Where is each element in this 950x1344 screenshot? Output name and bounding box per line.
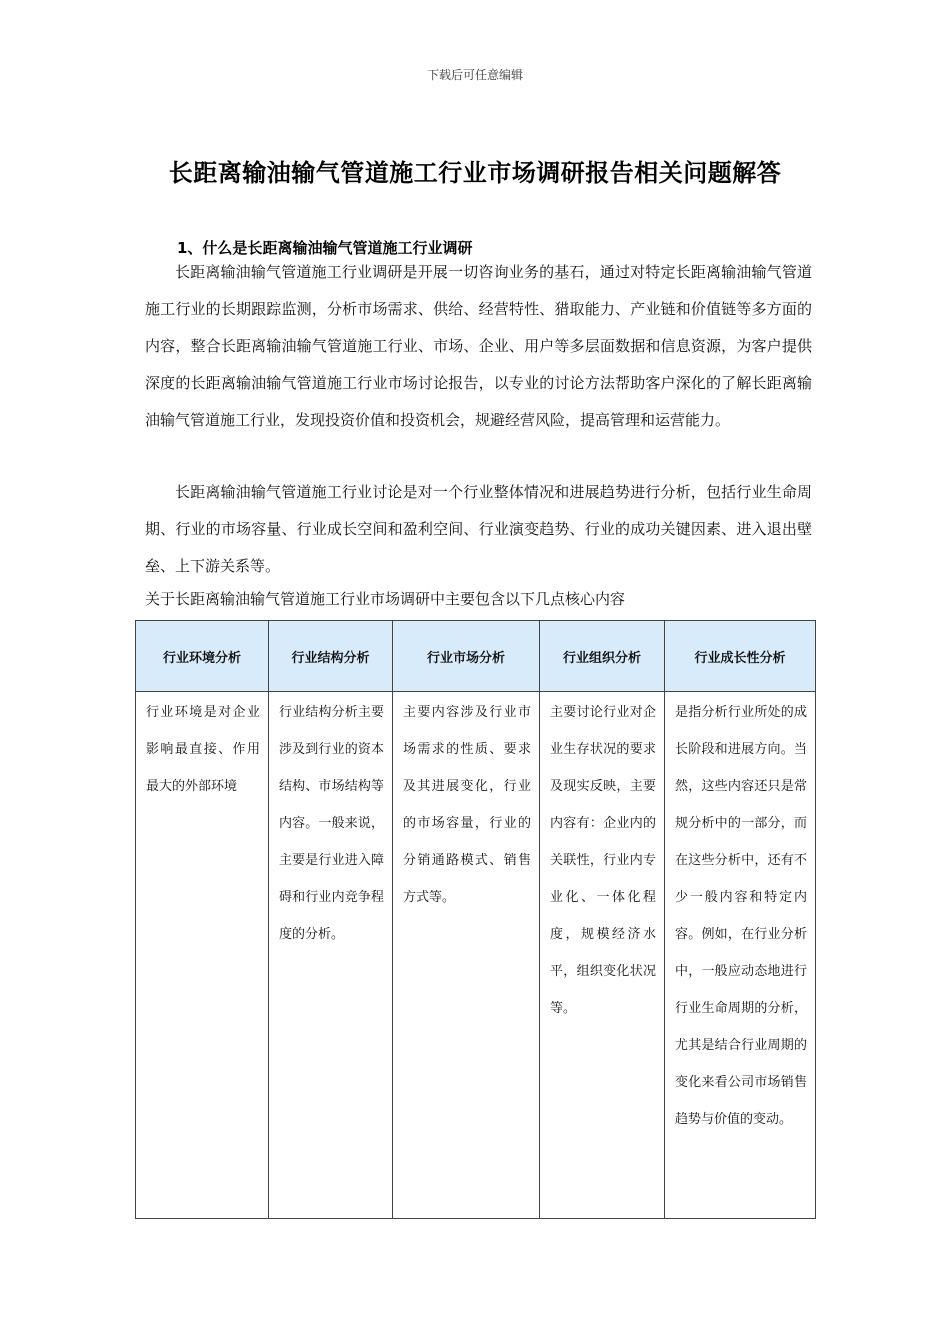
- paragraph-1: 长距离输油输气管道施工行业调研是开展一切咨询业务的基石，通过对特定长距离输油输气管道施工行业的长期跟踪监测，分析市场需求、供给、经营特性、猎取能力、产业链和价值链等多方面的内容，整合长距离输油输气管道施工行业、市场、企业、用户等多层面数据和信息资源，为客户提供深度的长距离输油输气管道施工行业市场讨论报告，以专业的讨论方法帮助客户深化的了解长距离输油输气管道施工行业，发现投资价值和投资机会，规避经营风险，提高管理和运营能力。: [145, 263, 812, 429]
- document-title: 长距离输油输气管道施工行业市场调研报告相关问题解答: [168, 159, 782, 187]
- table-intro: 关于长距离输油输气管道施工行业市场调研中主要包含以下几点核心内容: [145, 590, 626, 608]
- table-header-cell: 行业组织分析: [540, 621, 665, 692]
- paragraph-2: 长距离输油输气管道施工行业讨论是对一个行业整体情况和进展趋势进行分析，包括行业生命周期、行业的市场容量、行业成长空间和盈利空间、行业演变趋势、行业的成功关键因素、进入退出壁垒、上下游关系等。: [145, 483, 812, 575]
- table-header-cell: 行业市场分析: [393, 621, 540, 692]
- table-cell: 行业环境是对企业影响最直接、作用最大的外部环境: [136, 692, 269, 1219]
- core-content-table: [135, 620, 816, 1219]
- table-header-cell: 行业结构分析: [269, 621, 393, 692]
- table-cell: 主要内容涉及行业市场需求的性质、要求及其进展变化，行业的市场容量，行业的分销通路模式、销售方式等。: [393, 692, 540, 1219]
- table-cell: 主要讨论行业对企业生存状况的要求及现实反映，主要内容有：企业内的关联性，行业内专业化、一体化程度，规模经济水平，组织变化状况等。: [540, 692, 665, 1219]
- section-heading: 1、什么是长距离输油输气管道施工行业调研: [177, 239, 473, 257]
- table-row: [136, 692, 816, 1219]
- header-note: 下载后可任意编辑: [426, 68, 523, 82]
- table-cell: 行业结构分析主要涉及到行业的资本结构、市场结构等内容。一般来说，主要是行业进入障碍和行业内竞争程度的分析。: [269, 692, 393, 1219]
- table-header-cell: 行业环境分析: [136, 621, 269, 692]
- table-cell: 是指分析行业所处的成长阶段和进展方向。当然，这些内容还只是常规分析中的一部分，而在这些分析中，还有不少一般内容和特定内容。例如，在行业分析中，一般应动态地进行行业生命周期的分析，尤其是结合行业周期的变化来看公司市场销售趋势与价值的变动。: [665, 692, 816, 1219]
- table-header-row: [136, 621, 816, 692]
- table-header-cell: 行业成长性分析: [665, 621, 816, 692]
